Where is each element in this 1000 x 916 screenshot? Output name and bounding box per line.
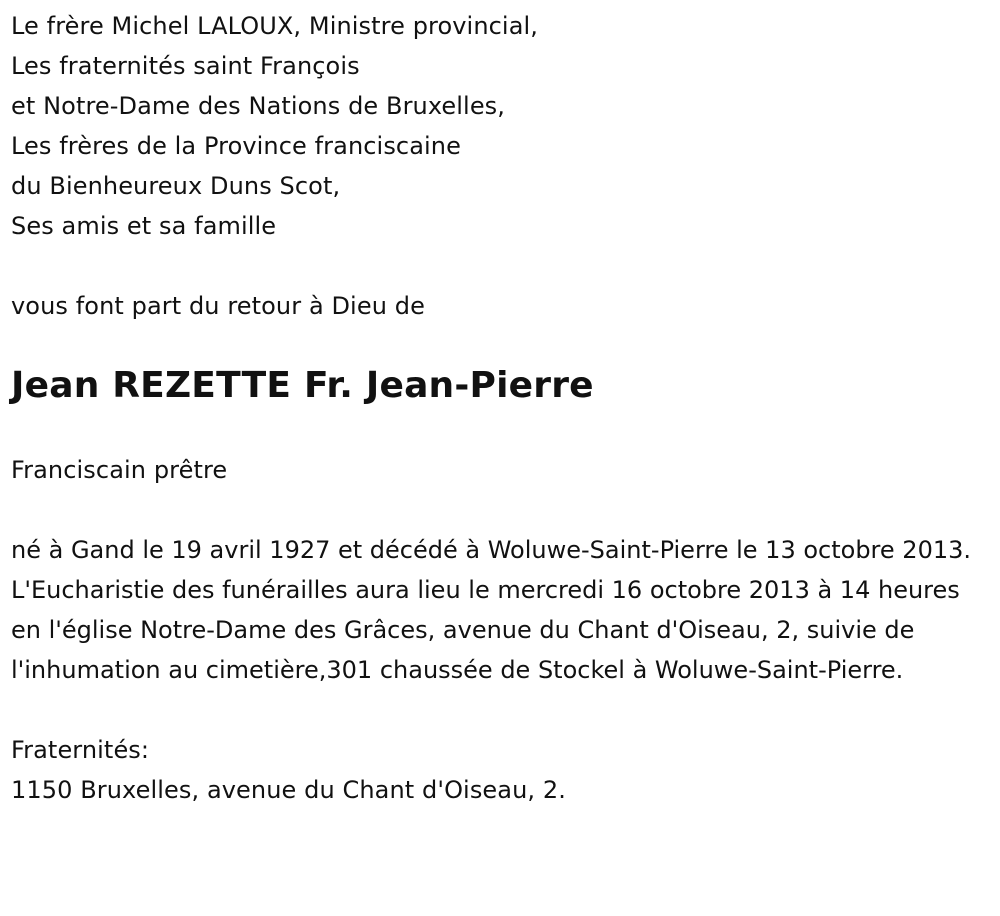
birth-death-text: né à Gand le 19 avril 1927 et décédé à Woluwe-Saint-Pierre le 13 octobre 2013. [11,536,971,564]
announcer-line: du Bienheureux Duns Scot, [11,172,341,200]
announcer-line: Les fraternités saint François [11,52,360,80]
contact-address: 1150 Bruxelles, avenue du Chant d'Oiseau, 2. [11,776,566,804]
deceased-role: Franciscain prêtre [11,456,228,484]
deceased-name: Jean REZETTE Fr. Jean-Pierre [11,365,594,406]
funeral-text: L'Eucharistie des funérailles aura lieu le mercredi 16 octobre 2013 à 14 heures en l'église Notre-Dame des Grâces, avenue du Chant d'Oiseau, 2, suivie de l'inhumation au cimetière,301 chaussée de Stockel à Woluwe-Saint-Pierre. [11,576,960,684]
announcer-line: Les frères de la Province franciscaine [11,132,461,160]
announcer-line: et Notre-Dame des Nations de Bruxelles, [11,92,506,120]
announcement-text: vous font part du retour à Dieu de [11,292,425,320]
contact-label: Fraternités: [11,736,150,764]
contact-block [11,730,986,810]
announcers-block [11,6,986,246]
death-notice [11,6,986,810]
announcer-line: Ses amis et sa famille [11,212,277,240]
announcer-line: Le frère Michel LALOUX, Ministre provincial, [11,12,538,40]
